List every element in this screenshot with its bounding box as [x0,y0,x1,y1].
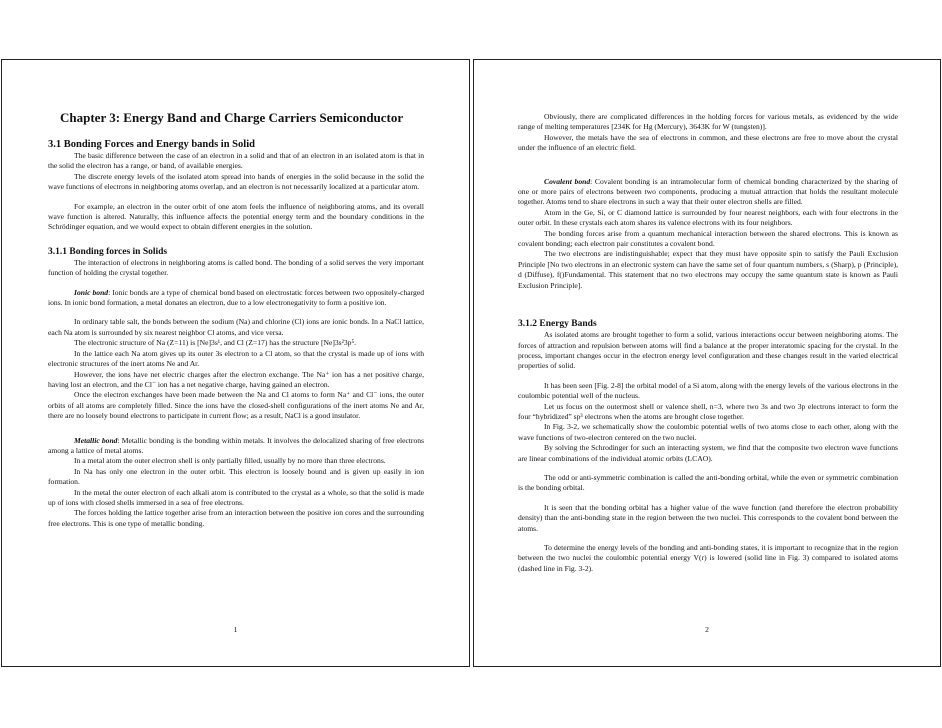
paragraph: The two electrons are indistinguishable; expect that they must have opposite spin to satisfy the Pauli Exclusion Principle [No two electrons in an electronic system can have the same set of four quantum numbers, s (Sharp), p (Principle), d (Diffuse), f()Fundamental. This statement that no two electrons may occupy the same quantum state is known as Pauli Exclusion Principle]. [518,249,898,290]
paragraph: However, the ions have net electric charges after the electron exchange. The Na⁺ ion has a net positive charge, having lost an electron, and the Cl⁻ ion has a net negative charge, having gained an electron. [48,369,424,389]
section-title: 3.1 Bonding Forces and Energy bands in Solid [48,139,255,150]
ionic-bond-label: Ionic bond [74,287,109,297]
metallic-bond-text: : Metallic bonding is the bonding within metals. It involves the delocalized sharing of free electrons among a lattice of metal atoms. [48,435,424,455]
metallic-bond-label: Metallic bond [74,435,118,445]
paragraph: The discrete energy levels of the isolated atom spread into bands of energies in the solid because in the solid the wave functions of electrons in neighboring atoms overlap, and an electron is not necessarily localized at a particular atom. [48,171,424,192]
paragraph-covalent-bond [518,177,898,208]
paragraph: In the metal the outer electron of each alkali atom is contributed to the crystal as a whole, so that the solid is made up of ions with closed shells immersed in a sea of free electrons. [48,487,424,507]
paragraph: As isolated atoms are brought together to form a solid, various interactions occur between neighboring atoms. The forces of attraction and repulsion between atoms will find a balance at the proper interatomic spacing for the crystal. In the process, important changes occur in the electron energy level configuration and these changes result in the varied electrical properties of solid. [518,330,898,371]
paragraph: Let us focus on the outermost shell or valence shell, n=3, where two 3s and two 3p electrons interact to form the four “hybridized” sp³ electrons when the atoms are brought close together. [518,401,898,421]
paragraph: However, the metals have the sea of electrons in common, and these electrons are free to move about the crystal under the influence of an electric field. [518,132,898,153]
paragraph: The odd or anti-symmetric combination is called the anti-bonding orbital, while the even or symmetric combination is the bonding orbital. [518,472,898,493]
subsection-title: 3.1.2 Energy Bands [518,319,597,330]
covalent-bond-text: : Covalent bonding is an intramolecular form of chemical bonding characterized by the sharing of one or more pairs of electrons between two components, producing a mutual attraction that holds the resultant molecule together. Atoms tend to share electrons in such a way that their outer electron shells are filled. [518,176,898,207]
paragraph: It has been seen [Fig. 2-8] the orbital model of a Si atom, along with the energy levels of the various electrons in the coulombic potential well of the nucleus. [518,380,898,401]
paragraph: In the lattice each Na atom gives up its outer 3s electron to a Cl atom, so that the crystal is made up of ions with electronic structures of the inert atoms Ne and Ar. [48,348,424,369]
paragraph: In a metal atom the outer electron shell is only partially filled, usually by no more than three electrons. [74,456,386,466]
paragraph: In ordinary table salt, the bonds between the sodium (Na) and chlorine (Cl) ions are ionic bonds. In a NaCl lattice, each Na atom is surrounded by six nearest neighbor Cl atoms, and vice versa. [48,317,424,337]
page-number: 2 [705,625,709,634]
paragraph: In Fig. 3-2, we schematically show the coulombic potential wells of two atoms close to each other, along with the wave functions of two-electron centered on the two nuclei. [518,422,898,442]
paragraph: The forces holding the lattice together arise from an interaction between the positive ion cores and the surrounding free electrons. This is one type of metallic bonding. [48,508,424,528]
document-page-1 [1,59,470,667]
paragraph: The interaction of electrons in neighboring atoms is called bond. The bonding of a solid serves the very important function of holding the crystal together. [48,257,424,278]
subsection-title: 3.1.1 Bonding forces in Solids [48,246,168,257]
paragraph: Once the electron exchanges have been made between the Na and Cl atoms to form Na⁺ and Cl⁻ ions, the outer orbits of all atoms are completely filled. Since the ions have the closed-shell configurations of the inert atoms Ne and Ar, there are no loosely bound electrons to participate in current flow; as a result, NaCl is a good insulator. [48,390,424,421]
paragraph: The bonding forces arise from a quantum mechanical interaction between the shared electrons. This is known as covalent bonding; each electron pair constitutes a covalent bond. [518,228,898,249]
paragraph: To determine the energy levels of the bonding and anti-bonding states, it is important to recognize that in the region between the two nuclei the coulombic potential energy V(r) is lowered (solid line in Fig. 3) compared to isolated atoms (dashed line in Fig. 3-2). [518,543,898,573]
paragraph: Atom in the Ge, Si, or C diamond lattice is surrounded by four nearest neighbors, each with four electrons in the outer orbit. In these crystals each atom shares its valence electrons with its four neighbors. [518,207,898,228]
ionic-bond-text: : Ionic bonds are a type of chemical bond based on electrostatic forces between two oppositely-charged ions. In ionic bond formation, a metal donates an electron, due to a low electronegativity to form a positive ion. [48,287,424,308]
paragraph: In Na has only one electron in the outer orbit. This electron is loosely bound and is given up easily in ion formation. [48,466,424,487]
paragraph: The electronic structure of Na (Z=11) is [Ne]3s¹, and Cl (Z=17) has the structure [Ne]3s²3p⁵. [74,338,357,348]
paragraph: The basic difference between the case of an electron in a solid and that of an electron in an isolated atom is that in the solid the electron has a range, or band, of available energies. [48,151,424,171]
paragraph: It is seen that the bonding orbital has a higher value of the wave function (and therefore the electron probability density) than the anti-bonding state in the region between the two nuclei. This corresponds to the covalent bond between the atoms. [518,502,898,533]
page-1-text-column [48,110,424,529]
paragraph: By solving the Schrodinger for such an interacting system, we find that the composite two electron wave functions are linear combinations of the individual atomic orbits (LCAO). [518,443,898,463]
paragraph-metallic-bond [48,436,424,457]
page-number: 1 [233,625,238,634]
covalent-bond-label: Covalent bond [544,176,591,186]
paragraph-ionic-bond [48,288,424,309]
chapter-title: Chapter 3: Energy Band and Charge Carriers Semiconductor [60,110,404,125]
document-page-2 [473,59,941,667]
paragraph: For example, an electron in the outer orbit of one atom feels the influence of neighboring atoms, and its overall wave function is altered. Naturally, this influence affects the potential energy term and the boundary conditions in the Schrödinger equation, and we would expect to obtain different energies in the solution. [48,201,424,232]
page-2-text-column [518,112,898,574]
paragraph: Obviously, there are complicated differences in the holding forces for various metals, as evidenced by the wide range of melting temperatures [234K for Hg (Mercury), 3643K for W (tungsten)]. [518,112,898,132]
